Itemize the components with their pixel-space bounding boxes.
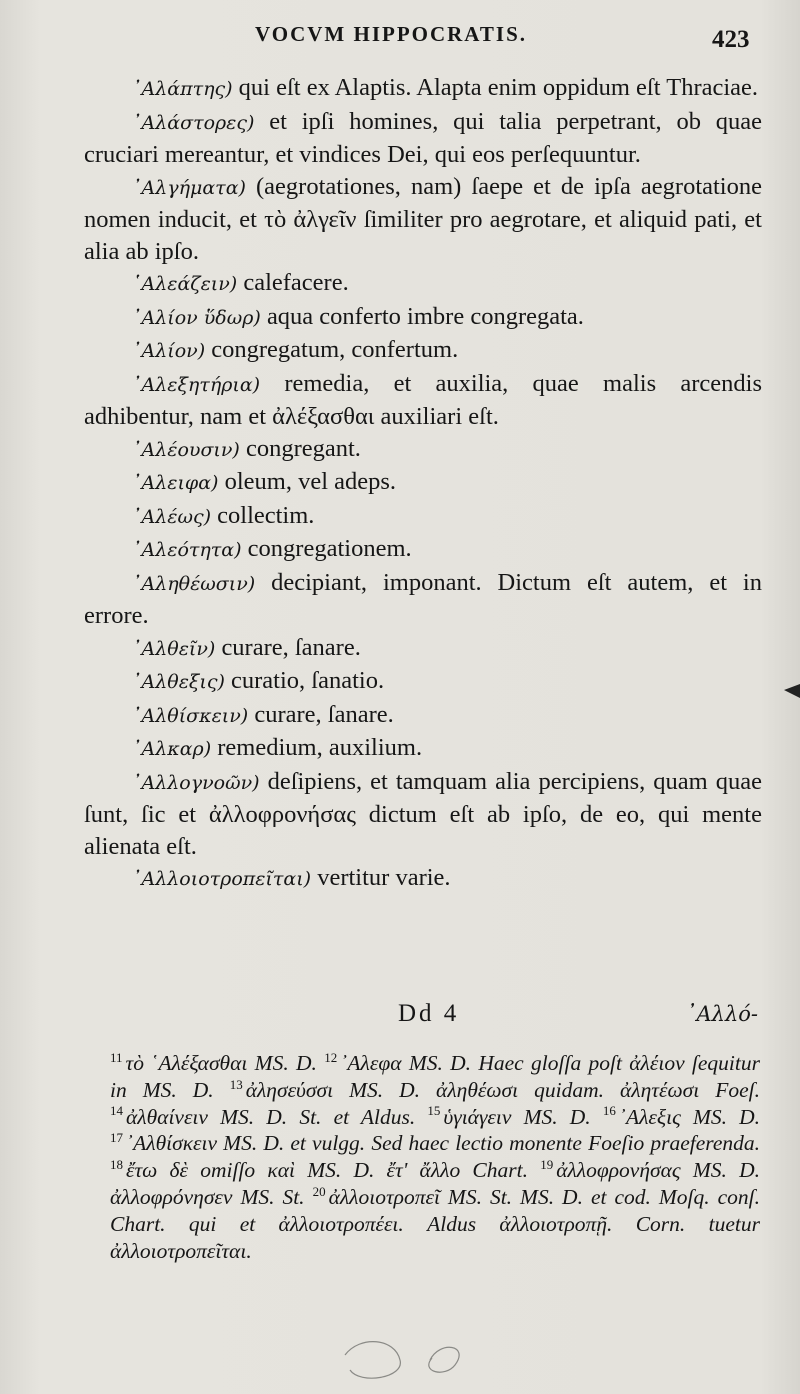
entry-definition: curare, ſanare.	[248, 700, 394, 728]
running-title: VOCVM HIPPOCRATIS.	[255, 22, 528, 46]
dictionary-entries	[84, 72, 762, 896]
entry-lemma: ῾Αλεάζειν)	[132, 273, 238, 295]
footnote-number: 13	[229, 1076, 243, 1092]
entry-definition: curare, ſanare.	[215, 633, 361, 661]
dictionary-entry	[84, 567, 762, 632]
pencil-scribble	[345, 1342, 459, 1379]
entry-lemma: ᾿Αλθεῖν)	[132, 637, 216, 660]
dictionary-entry	[84, 699, 762, 733]
entry-definition: qui eſt ex Alaptis. Alapta enim oppidum eſt Thraciae.	[232, 74, 759, 101]
dictionary-entry	[84, 267, 762, 301]
dictionary-entry	[84, 862, 762, 896]
footnote-number: 14	[110, 1103, 123, 1119]
footnote-text: ἀλησεύσσι MS. D. ἀληθέωσι quidam. ἀλητέωσι Foeſ.	[245, 1077, 760, 1102]
dictionary-entry	[84, 632, 762, 666]
footnotes	[110, 1050, 760, 1264]
entry-lemma: ᾿Αλεξητήρια)	[132, 373, 261, 396]
footnote-number: 17	[110, 1130, 123, 1146]
dictionary-entry	[84, 533, 762, 567]
running-head	[0, 20, 800, 56]
signature-line	[0, 1000, 800, 1036]
entry-lemma: ᾿Αλάστορες)	[132, 111, 255, 134]
footnote-number: 11	[110, 1049, 123, 1065]
entry-definition: decipiant, imponant. Dictum eſt autem, et in errore.	[84, 568, 762, 629]
footnote-number: 18	[110, 1157, 123, 1173]
dictionary-entry	[84, 334, 762, 368]
entry-lemma: ᾿Αλίον ὕδωρ)	[132, 306, 261, 329]
footnote-text: ἀλθαίνειν MS. D. St. et Aldus.	[126, 1104, 416, 1129]
footnote-text: ἀλλοιοτροπεῖ MS. St. MS. D. et cod. Moſq. conſ. Chart. qui et ἀλλοιοτροπέει. Aldus ἀλλοιοτροπῇ. Corn. tuetur ἀλλοιοτροπεῖται.	[110, 1184, 760, 1263]
footnote-number: 19	[540, 1157, 554, 1173]
dictionary-entry	[84, 72, 762, 106]
entry-definition: (aegrotationes, nam) ſaepe et de ipſa aegrotatione nomen inducit, et τὸ ἀλγεῖν ſimiliter pro aegrotare, et aliquid pati, et alia ab ipſo.	[84, 172, 762, 265]
entry-lemma: ᾿Αλθίσκειν)	[132, 704, 249, 727]
entry-lemma: ᾿Αλίον)	[132, 340, 206, 362]
entry-definition: congregationem.	[241, 535, 412, 562]
dictionary-entry	[84, 171, 762, 268]
dictionary-entry	[84, 732, 762, 766]
entry-definition: et ipſi homines, qui talia perpetrant, ob quae cruciari mereantur, et vindices Dei, qui eos perſequuntur.	[84, 107, 762, 168]
entry-lemma: ᾿Αλλοιοτροπεῖται)	[132, 868, 312, 890]
dictionary-entry	[84, 368, 762, 433]
dictionary-entry	[84, 665, 762, 699]
footnote-text: ᾿Αλθίσκειν MS. D. et vulgg. Sed haec lectio monente Foeſio praeferenda.	[126, 1131, 760, 1156]
entry-definition: curatio, ſanatio.	[224, 667, 385, 694]
footnote-number: 12	[324, 1049, 338, 1065]
entry-definition: vertitur varie.	[311, 864, 451, 891]
entry-definition: collectim.	[211, 501, 315, 529]
entry-lemma: ᾿Αλγήματα)	[132, 176, 246, 199]
entry-definition: deſipiens, et tamquam alia percipiens, quam quae ſunt, ſic et ἀλλοφρονήσας dictum eſt ab ipſo, de eo, qui mente alienata eſt.	[84, 767, 762, 860]
footnote	[110, 1050, 760, 1264]
entry-lemma: ᾿Αλειφα)	[132, 472, 219, 494]
entry-definition: remedium, auxilium.	[211, 734, 423, 761]
footnote-number: 20	[312, 1183, 326, 1199]
dictionary-entry	[84, 766, 762, 863]
entry-lemma: ᾿Αλέουσιν)	[132, 438, 240, 461]
entry-lemma: ᾿Αλλογνοῶν)	[132, 771, 260, 794]
dictionary-entry	[84, 106, 762, 171]
footnote-text: τὸ ῾Αλέξασθαι MS. D.	[125, 1051, 317, 1075]
footnote-number: 15	[427, 1103, 441, 1119]
entry-lemma: ᾿Αλεότητα)	[132, 539, 242, 561]
footnote-text: ᾿Αλεφα MS. D. Haec gloſſa poſt ἀλέιον ſequitur in MS. D.	[110, 1051, 760, 1102]
printer-signature: Dd 4	[398, 1000, 460, 1027]
footnote-text: ᾿Αλεξις MS. D.	[618, 1104, 761, 1129]
entry-definition: oleum, vel adeps.	[218, 468, 397, 495]
dictionary-entry	[84, 301, 762, 335]
page-number: 423	[712, 26, 750, 53]
dictionary-entry	[84, 500, 762, 534]
footnote-number: 16	[602, 1103, 616, 1119]
entry-lemma: ᾿Αλθεξις)	[132, 671, 225, 693]
entry-lemma: ᾿Αληθέωσιν)	[132, 572, 256, 595]
footnote-text: ἔτω δὲ omiſſo καὶ MS. D. ἔτ' ἄλλο Chart.	[126, 1158, 528, 1183]
entry-definition: congregant.	[239, 434, 361, 462]
entry-lemma: ᾿Αλέως)	[132, 505, 212, 528]
entry-definition: calefacere.	[237, 269, 349, 296]
entry-definition: remedia, et auxilia, quae malis arcendis adhibentur, nam et ἀλέξασθαι auxiliari eſt.	[84, 369, 762, 430]
dictionary-entry	[84, 466, 762, 500]
margin-mark	[784, 684, 800, 698]
footnote-text: ἀλλοφρονήσας MS. D. ἀλλοφρόνησεν MS. St.	[110, 1158, 760, 1209]
entry-definition: congregatum, confertum.	[205, 336, 459, 363]
dictionary-entry	[84, 433, 762, 467]
footnote-text: ὑγιάγειν MS. D.	[443, 1104, 591, 1129]
entry-definition: aqua conferto imbre congregata.	[260, 302, 584, 330]
catchword: ᾿Αλλό-	[686, 1002, 759, 1026]
entry-lemma: ᾿Αλάπτης)	[132, 78, 233, 100]
entry-lemma: ᾿Αλκαρ)	[132, 738, 212, 760]
